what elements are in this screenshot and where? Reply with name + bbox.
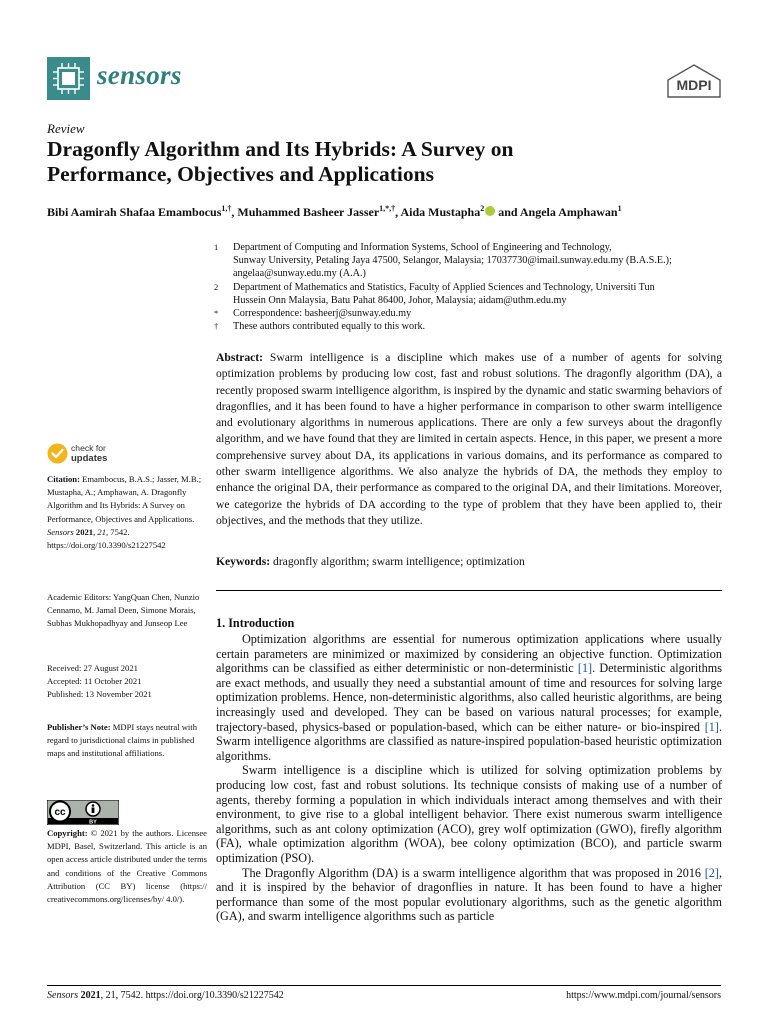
author-affil-sup: 1,*,† (379, 204, 396, 213)
check-line-2: updates (71, 452, 108, 464)
author-affil-sup: 1 (617, 204, 622, 213)
keywords-text: dragonfly algorithm; swarm intelligence; optimization (273, 555, 525, 568)
section-heading: 1. Introduction (216, 616, 295, 630)
equal-contribution-note (214, 320, 729, 333)
author-affil-sup: 1,† (221, 204, 232, 213)
author-name[interactable]: Aida Mustapha (400, 205, 481, 219)
section-divider (216, 590, 722, 591)
affiliation-line: Department of Mathematics and Statistics, Faculty of Applied Sciences and Technology, Universiti Tun (233, 281, 655, 293)
dates-block (47, 662, 207, 702)
footer-doi[interactable]: , 21, 7542. https://doi.org/10.3390/s21227542 (100, 990, 284, 1001)
mdpi-logo-text: MDPI (676, 77, 712, 93)
received-date: Received: 27 August 2021 (47, 663, 138, 673)
correspondence-item (214, 307, 729, 320)
abstract (216, 350, 722, 529)
check-line-1: check for (71, 443, 106, 453)
check-for-updates-icon (47, 443, 68, 464)
paragraph-text: Optimization algorithms are essential for numerous optimization applications where usually certain parameters are minimized or maximized by considering an objective function. Optimization algorithms can be classified as either deterministic or non-deterministic (216, 632, 722, 676)
author-affil-sup: 2 (480, 204, 485, 213)
copyright-label: Copyright: (47, 828, 88, 838)
paragraph (216, 866, 722, 924)
paragraph-text: The Dragonfly Algorithm (DA) is a swarm intelligence algorithm that was proposed in 2016 (242, 865, 705, 880)
citation-link[interactable]: [2] (704, 865, 719, 880)
keywords (216, 555, 722, 568)
affiliation-mark: 2 (214, 281, 219, 292)
accepted-date: Accepted: 11 October 2021 (47, 676, 142, 687)
citation-link[interactable]: [1] (577, 661, 593, 676)
author-name[interactable]: Muhammed Basheer Jasser (237, 205, 380, 219)
license-badge-text: BY (89, 819, 97, 825)
paragraph-text: . Deterministic algorithms are exact methods, and usually they need a substantial amount of time and resources for solving large optimization problems. Hence, non-deterministic algorithms, also called heuristic algorithms, are being increasingly used and developed. They can be based on various natural processes; for example, trajectory-based, physics-based or population-based, which can be either nature- or bio-inspired (216, 661, 722, 734)
footer-divider (47, 985, 721, 986)
intro-body (216, 632, 722, 924)
svg-text:cc: cc (54, 807, 66, 818)
copyright-text: © 2021 by the authors. Licensee MDPI, Basel, Switzerland. This article is an open access article distributed under the terms and conditions of the Creative Commons Attribution (CC BY) license (https:// creativecommons.org/licenses/by/ 4.0/). (47, 828, 207, 905)
affiliation-line: angelaa@sunway.edu.my (A.A.) (233, 268, 366, 280)
author-name[interactable]: Angela Amphawan (519, 205, 618, 219)
publisher-note-label: Publisher’s Note: (47, 722, 111, 732)
citation-doi[interactable]: , 7542. https://doi.org/10.3390/s21227542 (47, 526, 166, 551)
affiliation-mark: † (214, 321, 219, 332)
academic-editors: Academic Editors: YangQuan Chen, Nunzio Cennamo, M. Jamal Deen, Simone Morais, Subhas Mukhopadhyay and Junseop Lee (47, 592, 200, 629)
author-name[interactable]: Bibi Aamirah Shafaa Emambocus (47, 205, 222, 219)
author-list (47, 204, 737, 220)
footer-journal: Sensors (47, 990, 79, 1001)
publisher-note (47, 721, 207, 761)
abstract-text: Swarm intelligence is a discipline which makes use of a number of agents for solving optimization problems by producing low cost, fast and robust solutions. The dragonfly algorithm (DA), a recently proposed swarm intelligence algorithm, is inspired by the dynamic and static swarming behaviors of dragonflies, and it has been found to have a higher performance in comparison to other swarm intelligence and evolutionary algorithms in numerous applications. There are only a few surveys about the dragonfly algorithm, and we have found that they are limited in certain aspects. Hence, in this paper, we present a more comprehensive survey about DA, its applications in various domains, and its performance as compared to other swarm intelligence algorithms. We also analyze the hybrids of DA, the methods they employ to enhance the original DA, their performance as compared to the original DA, and their limitations. Moreover, we categorize the hybrids of DA according to the type of problem that they have been applied to, their objectives, and the methods that they utilize. (216, 351, 722, 527)
affiliations (214, 241, 729, 333)
citation-year: 2021 (73, 526, 94, 537)
correspondence-line[interactable]: Correspondence: basheerj@sunway.edu.my (233, 308, 412, 320)
title-line-1: Dragonfly Algorithm and Its Hybrids: A Survey on (47, 137, 514, 161)
citation-block (47, 473, 207, 552)
affiliation-line: Hussein Onn Malaysia, Batu Pahat 86400, Johor, Malaysia; aidam@uthm.edu.my (233, 294, 567, 306)
journal-logo-icon (47, 57, 90, 100)
citation-label: Citation: (47, 474, 80, 484)
cc-by-license-icon[interactable] (47, 800, 119, 825)
published-date: Published: 13 November 2021 (47, 689, 152, 700)
orcid-icon[interactable] (485, 206, 495, 216)
keywords-label: Keywords: (216, 555, 271, 568)
copyright-block (47, 827, 207, 906)
paper-title (47, 137, 707, 187)
affiliation-item (214, 281, 729, 307)
publisher-note-text: MDPI stays neutral with regard to jurisdictional claims in published maps and institutional affiliations. (47, 722, 197, 759)
equal-contribution-line: These authors contributed equally to this work. (233, 321, 426, 333)
footer-url[interactable]: https://www.mdpi.com/journal/sensors (566, 990, 721, 1001)
affiliation-line: Sunway University, Petaling Jaya 47500, Selangor, Malaysia; 17037730@imail.sunway.edu.my (B.A.S.E.); (233, 255, 672, 267)
affiliation-mark: 1 (214, 242, 219, 252)
author-sep: and (495, 205, 520, 219)
citation-volume: , 21 (93, 526, 106, 537)
citation-journal: Sensors (47, 526, 74, 537)
affiliation-line: Department of Computing and Information Systems, School of Engineering and Technology, (233, 242, 612, 253)
abstract-label: Abstract: (216, 351, 264, 364)
affiliation-item (214, 241, 729, 281)
journal-name: sensors (97, 60, 182, 90)
footer-citation (47, 990, 284, 1001)
citation-text: Emambocus, B.A.S.; Jasser, M.B.; Mustapha, A.; Amphawan, A. Dragonfly Algorithm and Its Hybrids: A Survey on Performance, Objectives and Applications. (47, 474, 202, 524)
paragraph (216, 632, 722, 763)
footer-year: 2021 (78, 990, 101, 1001)
author-sep: , (395, 205, 401, 219)
mdpi-logo (665, 64, 723, 98)
check-for-updates-text (71, 444, 107, 463)
article-type: Review (47, 121, 85, 136)
paragraph: Swarm intelligence is a discipline which is utilized for solving optimization problems by producing low cost, fast and robust solutions. Its technique consists of making use of a number of agents, thereby forming a population in which individuals interact among themselves and with their environment, to give rise to a global intelligent behavior. There exist numerous swarm intelligence algorithms, such as ant colony optimization (ACO), grey wolf optimization (GWO), firefly algorithm (FA), whale optimization algorithm (WOA), bee colony optimization (BCO), and particle swarm optimization (PSO). (216, 763, 722, 865)
paragraph-text: , and it is inspired by the behavior of dragonflies in nature. It has been found to have a higher performance than some of the most popular evolutionary algorithms, such as the genetic algorithm (GA), and swarm intelligence algorithms such as particle (216, 865, 722, 924)
paragraph-text: . Swarm intelligence algorithms are classified as nature-inspired population-based heuristic optimization algorithms. (216, 719, 722, 763)
affiliation-mark: * (214, 308, 219, 319)
title-line-2: Performance, Objectives and Applications (47, 162, 434, 186)
citation-link[interactable]: [1] (704, 719, 719, 734)
author-sep: , (231, 205, 238, 219)
